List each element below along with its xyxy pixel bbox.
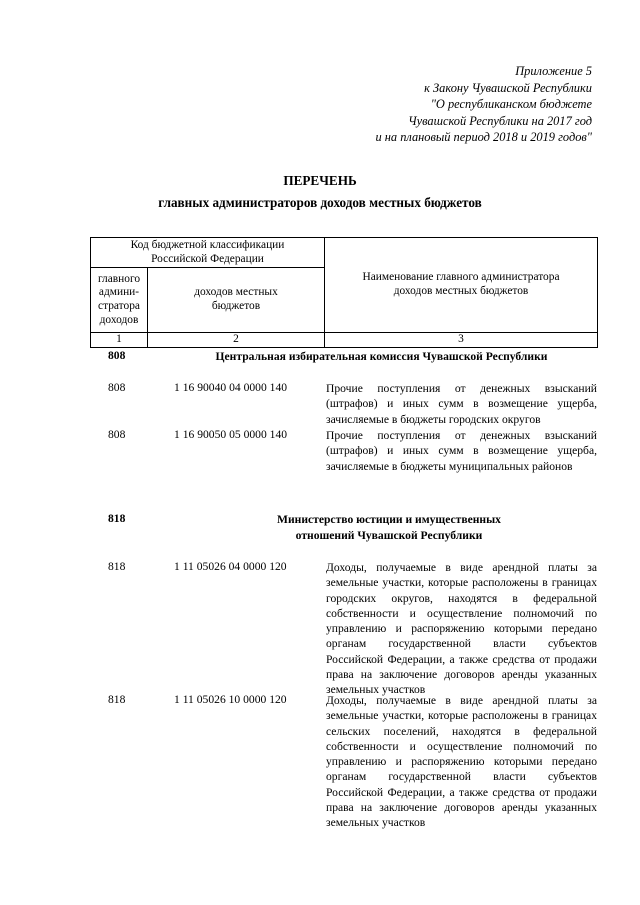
admin-code: 808	[108, 428, 126, 441]
document-title: ПЕРЕЧЕНЬ	[283, 173, 357, 188]
header-classification: Код бюджетной классификации Российской Федерации	[91, 238, 325, 268]
kbk-code: 1 11 05026 04 0000 120	[174, 560, 287, 573]
revenue-description: Прочие поступления от денежных взысканий (штрафов) и иных сумм в возмещение ущерба, зачисляемые в бюджеты городских округов	[326, 382, 597, 426]
revenue-description: Прочие поступления от денежных взысканий (штрафов) и иных сумм в возмещение ущерба, зачисляемые в бюджеты муниципальных районов	[326, 429, 597, 473]
group-name: Министерство юстиции и имущественных отношений Чувашской Республики	[277, 513, 501, 542]
kbk-code: 1 16 90050 05 0000 140	[174, 428, 288, 441]
group-header	[90, 349, 597, 381]
table-row	[90, 381, 597, 428]
revenue-list	[90, 349, 597, 833]
annex-line: "О республиканском бюджете	[430, 97, 592, 112]
kbk-code: 1 16 90040 04 0000 140	[174, 381, 288, 394]
annex-line: Чувашской Республики на 2017 год	[408, 113, 592, 128]
column-number: 3	[325, 333, 598, 348]
table-header	[90, 237, 598, 348]
header-name: Наименование главного администратора доходов местных бюджетов	[325, 238, 598, 333]
admin-code: 808	[108, 381, 126, 394]
group-code: 818	[108, 512, 126, 525]
header-local-revenue: доходов местных бюджетов	[148, 268, 325, 333]
admin-code: 818	[108, 693, 126, 706]
document-subtitle: главных администраторов доходов местных бюджетов	[158, 195, 482, 210]
revenue-description: Доходы, получаемые в виде арендной платы за земельные участки, которые расположены в границах городских округов, находятся в федеральной собственности и осуществление полномочий по управлению и распоряжению которыми передано органам государственной власти субъектов Российской Федерации, а также средства от продажи права на заключение договоров аренды указанных земельных участков	[326, 561, 597, 697]
revenue-description: Доходы, получаемые в виде арендной платы за земельные участки, которые расположены в границах сельских поселений, находятся в федеральной собственности и осуществление полномочий по управлению и распоряжению которыми передано органам государственной власти субъектов Российской Федерации, а также средства от продажи права на заключение договоров аренды указанных земельных участков	[326, 694, 597, 830]
group-code: 808	[108, 349, 126, 362]
table-row	[90, 428, 597, 512]
table-row	[90, 560, 597, 697]
annex-reference	[375, 63, 592, 146]
annex-line: Приложение 5	[515, 64, 592, 78]
annex-line: к Закону Чувашской Республики	[424, 80, 592, 95]
group-header	[90, 512, 597, 560]
group-name: Центральная избирательная комиссия Чувашской Республики	[215, 350, 548, 363]
column-number: 1	[91, 333, 148, 348]
admin-code: 818	[108, 560, 126, 573]
header-chief-admin: главного админи-стратора доходов	[91, 268, 148, 333]
annex-line: и на плановый период 2018 и 2019 годов"	[375, 130, 592, 145]
table-row	[90, 693, 597, 833]
kbk-code: 1 11 05026 10 0000 120	[174, 693, 287, 706]
column-number: 2	[148, 333, 325, 348]
